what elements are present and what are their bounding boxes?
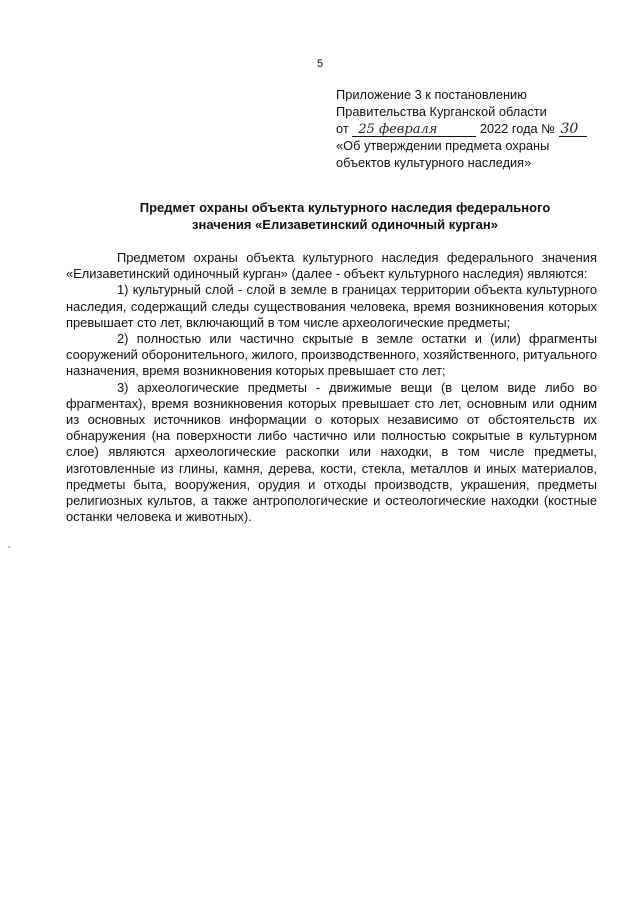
item-1-paragraph: 1) культурный слой - слой в земле в границах территории объекта культурного наследия, содержащий следы существования человека, время возникновения которых превышает сто лет, включающий в том числе археологические предметы; <box>66 282 597 330</box>
appendix-line-1: Приложение 3 к постановлению <box>336 87 527 102</box>
item-2-paragraph: 2) полностью или частично скрытые в земле остатки и (или) фрагменты сооружений оборонительного, жилого, производственного, хозяйственного, ритуального назначения, время возникновения которых превышает сто лет; <box>66 331 597 379</box>
document-title <box>60 199 630 233</box>
appendix-line-4: «Об утверждении предмета охраны <box>336 138 550 153</box>
date-prefix: от <box>336 121 349 136</box>
handwritten-number: 30 <box>559 123 587 137</box>
handwritten-date: 25 февраля <box>352 123 476 137</box>
page-number: 5 <box>316 58 324 70</box>
title-line-1: Предмет охраны объекта культурного наследия федерального <box>139 200 551 215</box>
margin-speck <box>8 546 10 548</box>
appendix-date-line <box>336 120 616 137</box>
document-body <box>66 250 597 525</box>
appendix-header <box>336 86 616 171</box>
year-number-label: 2022 года № <box>479 121 555 136</box>
appendix-line-2: Правительства Курганской области <box>336 104 547 119</box>
intro-paragraph: Предметом охраны объекта культурного наследия федерального значения «Елизаветинский одиночный курган» (далее - объект культурного наследия) являются: <box>66 250 597 282</box>
title-line-2: значения «Елизаветинский одиночный курган» <box>192 217 498 232</box>
item-3-paragraph: 3) археологические предметы - движимые вещи (в целом виде либо во фрагментах), время возникновения которых превышает сто лет, основным или одним из основных источников информации о которых независимо от обстоятельств их обнаружения (на поверхности либо частично или полностью сокрытые в культурном слое) являются археологические раскопки или находки, в том числе предметы, изготовленные из глины, камня, дерева, кости, стекла, металлов и иных материалов, предметы быта, вооружения, орудия и отходы производств, украшения, предметы религиозных культов, а также антропологические и остеологические находки (костные останки человека и животных). <box>66 379 597 525</box>
appendix-line-5: объектов культурного наследия» <box>336 155 532 170</box>
